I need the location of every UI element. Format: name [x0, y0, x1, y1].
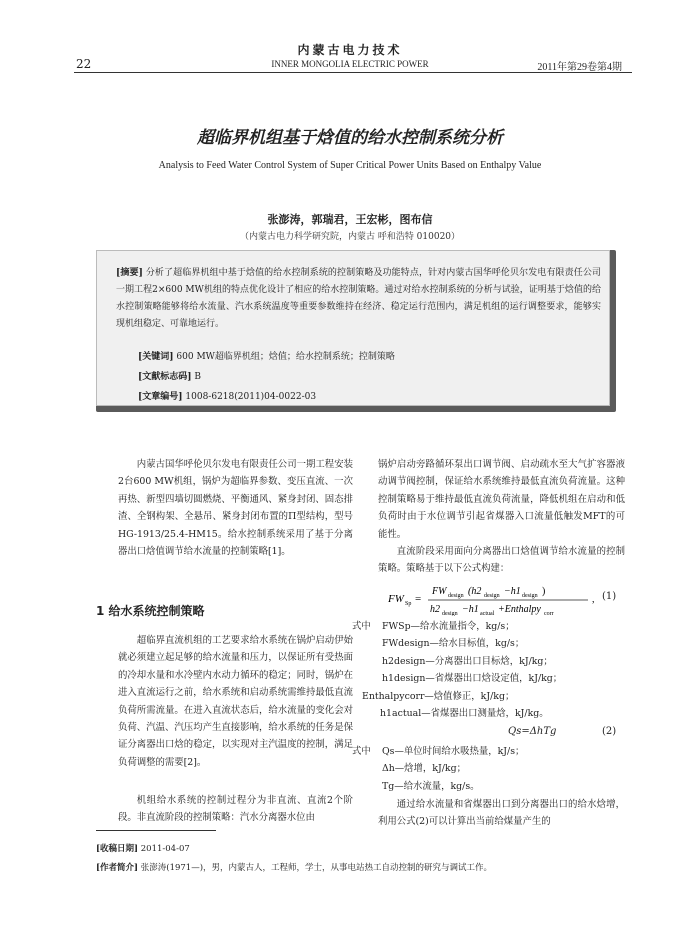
definition-item: Δh—焓增，kJ/kg；: [382, 763, 466, 775]
paper-title-en: Analysis to Feed Water Control System of Super Critical Power Units Based on Enthalpy Value: [158, 160, 542, 171]
journal-title-en: INNER MONGOLIA ELECTRIC POWER: [271, 59, 429, 69]
definition-item: h1design—省煤器出口焓设定值，kJ/kg；: [382, 673, 563, 685]
svg-text:h2: h2: [430, 604, 440, 615]
definitions-1: [382, 618, 622, 688]
svg-text:design: design: [484, 593, 500, 599]
equation-1-graphic: [388, 582, 618, 616]
svg-text:(h2: (h2: [468, 586, 482, 597]
affiliation: （内蒙古电力科学研究院，内蒙古 呼和浩特 010020）: [239, 232, 461, 242]
equation-1-number: (1): [602, 591, 617, 602]
right-paragraph-1: 锅炉启动旁路循环泵出口调节阀、启动疏水至大气扩容器液动调节阀控制，保证给水系统维持最低直流负荷流量。这种控制策略易于维持最低直流负荷流量，降低机组在启动和低负荷时由于水位调节引起省煤器入口流量低触发MFT的可能性。: [378, 459, 625, 540]
definition-item: FWdesign—给水目标值，kg/s；: [382, 638, 525, 650]
equation-2: Qs=ΔhTg: [508, 726, 557, 737]
received-date: [收稿日期] 2011-04-07: [96, 844, 190, 854]
doc-code-value: B: [194, 372, 202, 382]
definition-item: h1actual—省煤器出口测量焓，kJ/kg。: [380, 708, 549, 720]
svg-text:design: design: [522, 593, 538, 599]
journal-title-cn: 内蒙古电力技术: [297, 43, 403, 57]
page-number: 22: [76, 57, 92, 71]
where-label: 式中: [352, 621, 371, 632]
article-number-value: 1008-6218(2011)04-0022-03: [185, 392, 317, 402]
right-paragraph-3: 通过给水流量和省煤器出口到分离器出口的给水焓增，利用公式(2)可以计算出当前给煤量产生的: [378, 799, 625, 828]
abstract-body: 分析了超临界机组中基于焓值的给水控制系统的控制策略及功能特点，针对内蒙古国华呼伦贝尔发电有限责任公司一期工程2×600 MW机组的特点优化设计了相应的给水控制策略。通过对给水控制系统的分析与试验，证明基于焓值的给水控制策略能够将给水流量、汽水系统温度等重要参数维持在经济、稳定运行范围内，满足机组的运行调整要求，能够实现机组稳定、可靠地运行。: [116, 268, 601, 329]
definitions-2: [382, 743, 622, 795]
svg-text:=: =: [415, 593, 422, 605]
svg-text:−h1: −h1: [462, 604, 479, 615]
author-bio: [作者简介] 张澎涛(1971—)，男，内蒙古人，工程师，学士，从事电站热工自动控制的研究与调试工作。: [96, 863, 493, 873]
keywords: [138, 349, 395, 362]
paper-title-cn: 超临界机组基于焓值的给水控制系统分析: [197, 128, 503, 148]
svg-text:Sp: Sp: [405, 601, 412, 607]
definition-item: FWSp—给水流量指令，kg/s；: [382, 621, 515, 632]
abstract-label: [摘要]: [116, 268, 143, 278]
doc-code-label: [文献标志码]: [138, 372, 192, 382]
definition-item: Tg—给水流量，kg/s。: [382, 780, 480, 792]
keywords-label: [关键词]: [138, 352, 174, 362]
where-label-2: 式中: [352, 746, 371, 757]
svg-text:FW: FW: [432, 586, 447, 597]
volume-issue: 2011年第29卷第4期: [537, 62, 622, 73]
definition-item: Enthalpycorr—焓值修正，kJ/kg；: [362, 691, 515, 702]
left-paragraph-1: 内蒙古国华呼伦贝尔发电有限责任公司一期工程安装2台600 MW机组，锅炉为超临界参数、变压直流、一次再热、新型四墙切圆燃烧、平衡通风、紧身封闭、固态排渣、全钢构架、全悬吊、紧身封闭布置的Π型结构，型号HG-1913/25.4-HM15。给水控制系统采用了基于分离器出口焓值调节给水流量的控制策略[1]。: [118, 459, 353, 558]
article-number: [138, 389, 316, 402]
left-paragraph-3: 机组给水系统的控制过程分为非直流、直流2个阶段。非直流阶段的控制策略：汽水分离器水位由: [118, 795, 353, 824]
equation-1: [388, 582, 618, 616]
equation-2-number: (2): [602, 726, 617, 737]
definition-item: Qs—单位时间给水吸热量，kJ/s；: [382, 746, 525, 757]
svg-text:design: design: [448, 593, 464, 599]
definitions-1b: [362, 688, 612, 723]
doc-code: [138, 369, 201, 382]
section-heading-1: 1 给水系统控制策略: [96, 604, 205, 618]
authors: 张澎涛，郭瑞君，王宏彬，图布信: [267, 213, 433, 226]
footnote-rule: [96, 830, 216, 831]
header-rule: [74, 72, 632, 73]
article-number-label: [文章编号]: [138, 392, 183, 402]
svg-text:−h1: −h1: [504, 586, 521, 597]
right-paragraph-2: 直流阶段采用面向分离器出口焓值调节给水流量的控制策略。策略基于以下公式构建：: [378, 546, 625, 575]
svg-text:actual: actual: [480, 611, 495, 616]
svg-text:corr: corr: [544, 611, 554, 616]
svg-text:,: ,: [592, 594, 595, 605]
keywords-value: 600 MW超临界机组；焓值；给水控制系统；控制策略: [176, 352, 395, 362]
svg-text:+Enthalpy: +Enthalpy: [498, 604, 541, 615]
svg-text:FW: FW: [388, 593, 404, 605]
abstract-text: [116, 265, 601, 333]
svg-text:design: design: [442, 611, 458, 616]
svg-text:): ): [542, 586, 546, 597]
left-paragraph-2: 超临界直流机组的工艺要求给水系统在锅炉启动伊始就必须建立起足够的给水流量和压力，以保证所有受热面的冷却水量和水冷壁内水动力循环的稳定；同时，锅炉在进入直流运行之前，给水系统和启动系统需维持最低直流负荷所需流量。在进入直流状态后，给水流量的变化会对负荷、汽温、汽压均产生直接影响，给水系统的任务是保证分离器出口焓的稳定，以实现对主汽温度的控制，满足负荷调整的需要[2]。: [118, 635, 353, 768]
definition-item: h2design—分离器出口目标焓，kJ/kg；: [382, 655, 553, 667]
